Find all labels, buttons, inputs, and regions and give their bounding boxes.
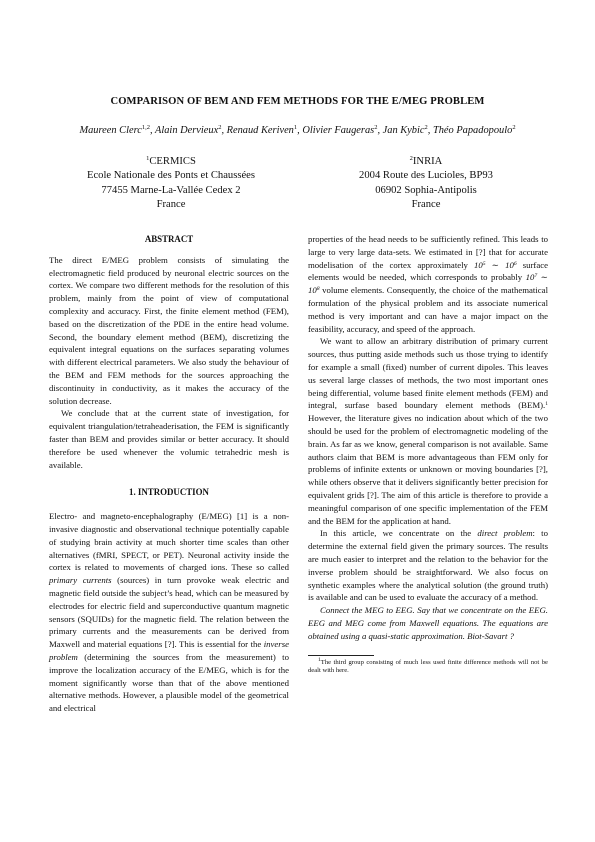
affiliation-right	[296, 152, 556, 212]
abstract-paragraph: We conclude that at the current state of investigation, for equivalent triangulation/tetraheaderisation, the FEM is significantly faster than BEM and provides similar or better accuracy. It should therefore be used whenever the volumic tetrahedric mesh is available.	[49, 408, 289, 470]
affiliation-left	[41, 152, 301, 212]
author-name: Alain Dervieux	[155, 125, 219, 136]
author-list: Maureen Clerc$^{1,2}$, Alain Dervieux$^2$, Renaud Keriven$^1$, Olivier Faugeras$^2$, Jan Kybic$^2$, Théo Papadopoulo$^2$	[79, 124, 516, 136]
author-name: Jan Kybic	[382, 125, 425, 136]
abstract-paragraph: The direct E/MEG problem consists of simulating the electromagnetic field produced by neuronal electric sources on the cortex. We compare two different methods for the resolution of this problem, mainly from the point of view of computational complexity and accuracy. First, the finite element method (FEM), based on the discretization of the PDE in the entire head volume. Second, the boundary element method (BEM), discretizing the equivalent integral equations on the surfaces separating volumes with different electrical parameters. We also study the behaviour of the BEM and FEM methods for the sources approaching the discontinuity in conductivity, as it makes the accuracy of the solution decrease.	[49, 254, 289, 406]
author-affiliation-mark: 1	[293, 124, 298, 131]
author-name: Maureen Clerc	[79, 125, 142, 136]
author-affiliation-mark: 2	[374, 124, 378, 131]
affiliation-line: 77455 Marne-La-Vallée Cedex 2	[101, 184, 241, 196]
author-affiliation-mark: 2	[512, 124, 516, 131]
affiliation-line: 06902 Sophia-Antipolis	[375, 184, 477, 196]
body-paragraph: We want to allow an arbitrary distribution of primary current sources, thus putting aside methods such us those trying to identify for example a small (fixed) number of current dipoles. This leaves us several large classes of methods, the two most important ones being differential, volume based finite element methods (FEM) and integral, surfase based boundary element methods (BEM).$^1$ However, the literature gives no indication about which of the two should be used for the problem of electromagnetic modeling of the brain. As far as we know, general comparison is not available. Same authors claim that BEM is more advantageous than FEM only for problems of infinite extents or unknown or moving boundaries [?], while others observe that it delivers significantly better precision for equivalent grids [?]. The aim of this article is therefore to provide a meaningful comparison of one specific implementation of the FEM and the BEM for the application at hand.	[308, 336, 548, 526]
math-expression: $10^8$	[308, 285, 320, 296]
author-name: Olivier Faugeras	[302, 125, 375, 136]
draft-note-paragraph: Connect the MEG to EEG. Say that we concentrate on the EEG. EEG and MEG come from Maxwell equations. The equations are obtained using a quasi-static approximation. Biot-Savart ?	[308, 605, 548, 641]
affiliation-name: $^2$INRIA	[409, 155, 443, 167]
body-paragraph: properties of the head needs to be sufficiently refined. This leads to large to very large data-sets. We estimated in [?] that for accurate modelisation of the cortex approximately $10^5$ ∼ $10^6$ surface elements would be needed, which corresponds to probably $10^7$ ∼ $10^8$ volume elements. Consequently, the choice of the mathematical formulation of the physical problem and its associate numerical method is very important and can have a major impact on the feasibility, accuracy, and speed of the approach.	[308, 234, 548, 334]
footnote-rule	[308, 655, 374, 656]
affiliation-line: France	[411, 198, 441, 210]
paper-title: COMPARISON OF BEM AND FEM METHODS FOR THE E/MEG PROBLEM	[110, 96, 485, 107]
right-column	[308, 233, 548, 675]
intro-paragraph: Electro- and magneto-encephalography (E/MEG) [1] is a non-invasive diagnostic and observational technique potentially capable of studying brain activity at much shorter time scales than other alternatives (fMRI, SPECT, or PET). Neuronal activity inside the cortex is related to movements of charged ions. These so called primary currents (sources) in turn provoke weak electric and magnetic field outside the subject’s head, which can be measured by electrodes for electric field and superconductive quantum magnetic sensors (SQUIDs) for the magnetic field. The relation between the primary currents and the measurements can be derived from Maxwell and material equations [?]. This is essential for the inverse problem (determining the sources from the measurement) to improve the localization accuracy of the E/MEG, which is for the moment significantly worse than that of the above mentioned alternative methods. However, a plausible model of the geometrical and electrical	[49, 511, 289, 714]
math-expression: $10^7$	[525, 272, 538, 283]
abstract-heading: ABSTRACT	[144, 234, 194, 244]
author-name: Renaud Keriven	[226, 125, 294, 136]
footnote: $^1$The third group consisting of much less used finite difference methods will not be dealt with here.	[308, 656, 548, 674]
affiliation-line: Ecole Nationale des Ponts et Chaussées	[87, 170, 255, 182]
author-affiliation-mark: 2	[218, 124, 222, 131]
left-column	[49, 233, 289, 715]
body-paragraph: In this article, we concentrate on the direct problem: to determine the external field given the primary sources. The results are much easier to interpret and the relation to the behavior for the inverse problem should be straightforward. We also focus on synthetic examples where the analytical solution (the ground truth) is available and can be used to evaluate the accuracy of a method.	[308, 528, 548, 603]
math-expression: $10^5$	[474, 259, 486, 270]
affiliation-line: France	[156, 198, 186, 210]
affiliation-name: $^1$CERMICS	[146, 155, 196, 167]
footnote-marker: 1	[545, 401, 548, 408]
author-affiliation-mark: 2	[424, 124, 428, 131]
affiliation-line: 2004 Route des Lucioles, BP93	[359, 170, 493, 182]
author-affiliation-mark: 1,2	[141, 124, 150, 131]
author-name: Théo Papadopoulo	[432, 125, 513, 136]
math-expression: $10^6$	[505, 259, 517, 270]
introduction-heading: 1. INTRODUCTION	[129, 487, 209, 498]
